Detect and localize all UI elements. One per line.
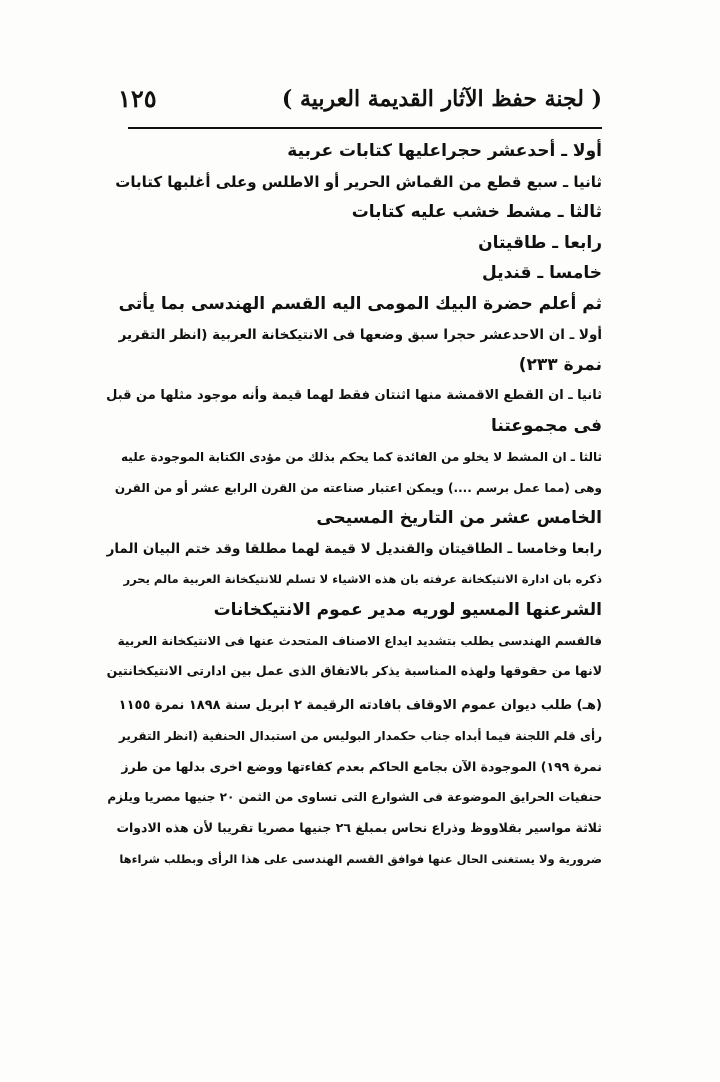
running-title: ( لجنة حفظ الآثار القديمة العربية ) bbox=[281, 86, 602, 112]
text-line: الشرعنها المسيو لوريه مدير عموم الانتيكخانات bbox=[213, 599, 602, 620]
text-line: ثالثا ـ مشط خشب عليه كتابات bbox=[351, 202, 602, 223]
text-line: ذكره بان ادارة الانتيكخانة عرفته بان هذه الاشياء لا تسلم للانتيكخانة العربية مالم يحرر bbox=[123, 572, 602, 587]
text-line: نمرة ١٩٩) الموجودة الآن بجامع الحاكم بعدم كفاءتها ووضع اخرى بدلها من طرز bbox=[121, 758, 602, 774]
text-line: ثانيا ـ ان القطع الاقمشة منها اثنتان فقط لهما قيمة وأنه موجود مثلها من قبل bbox=[106, 387, 602, 403]
header-rule bbox=[128, 127, 602, 129]
text-line: رأى قلم اللجنة فيما أبداه جناب حكمدار البوليس من استبدال الحنفية (انظر التقرير bbox=[118, 729, 602, 744]
text-line: خامسا ـ قنديل bbox=[482, 263, 602, 284]
text-line: فالقسم الهندسى يطلب بتشديد ايداع الاصناف المتحدث عنها فى الانتيكخانة العربية bbox=[117, 633, 602, 648]
text-line: الخامس عشر من التاريخ المسيحى bbox=[316, 508, 602, 529]
text-line: لانها من حقوقها ولهذه المناسبة يذكر بالاتفاق الذى عمل بين ادارتى الانتيكخانتين bbox=[106, 663, 602, 679]
text-line: ثالثا ـ ان المشط لا يخلو من الفائدة كما يحكم بذلك من مؤدى الكتابة الموجودة عليه bbox=[121, 449, 602, 464]
text-line: (هـ) طلب ديوان عموم الاوقاف بافادته الرقيمة ٢ ابريل سنة ١٨٩٨ نمرة ١١٥٥ bbox=[118, 697, 602, 713]
running-header bbox=[114, 84, 602, 124]
text-line: ثانيا ـ سبع قطع من القماش الحرير أو الاطلس وعلى أغلبها كتابات bbox=[115, 172, 602, 191]
text-line: ثلاثة مواسير بقلاووظ وذراع نحاس بمبلغ ٢٦ جنيها مصريا تقريبا لأن هذه الادوات bbox=[116, 820, 602, 836]
text-line: فى مجموعتنا bbox=[491, 416, 602, 437]
text-line: رابعا ـ طاقيتان bbox=[478, 232, 602, 253]
text-line: حنفيات الحرايق الموضوعة فى الشوارع التى تساوى من الثمن ٢٠ جنيها مصريا ويلزم bbox=[107, 790, 602, 805]
text-line: رابعا وخامسا ـ الطاقيتان والقنديل لا قيمة لهما مطلقا وقد ختم البيان المار bbox=[106, 540, 602, 557]
page-number: ١٢٥ bbox=[118, 84, 157, 113]
text-line: وهى (مما عمل برسم ....) ويمكن اعتبار صناعته من القرن الرابع عشر أو من القرن bbox=[114, 480, 602, 495]
text-line: أولا ـ أحدعشر حجراعليها كتابات عربية bbox=[287, 141, 602, 161]
body-text bbox=[106, 136, 602, 874]
text-line: أولا ـ ان الاحدعشر حجرا سبق وضعها فى الانتيكخانة العربية (انظر التقرير bbox=[118, 326, 602, 343]
text-line: نمرة ٢٣٣) bbox=[518, 355, 602, 376]
text-line: ضرورية ولا يستغنى الحال عنها فوافق القسم الهندسى على هذا الرأى وبطلب شراءها bbox=[119, 851, 602, 866]
text-line: ثم أعلم حضرة البيك المومى اليه القسم الهندسى بما يأتى bbox=[118, 293, 602, 314]
